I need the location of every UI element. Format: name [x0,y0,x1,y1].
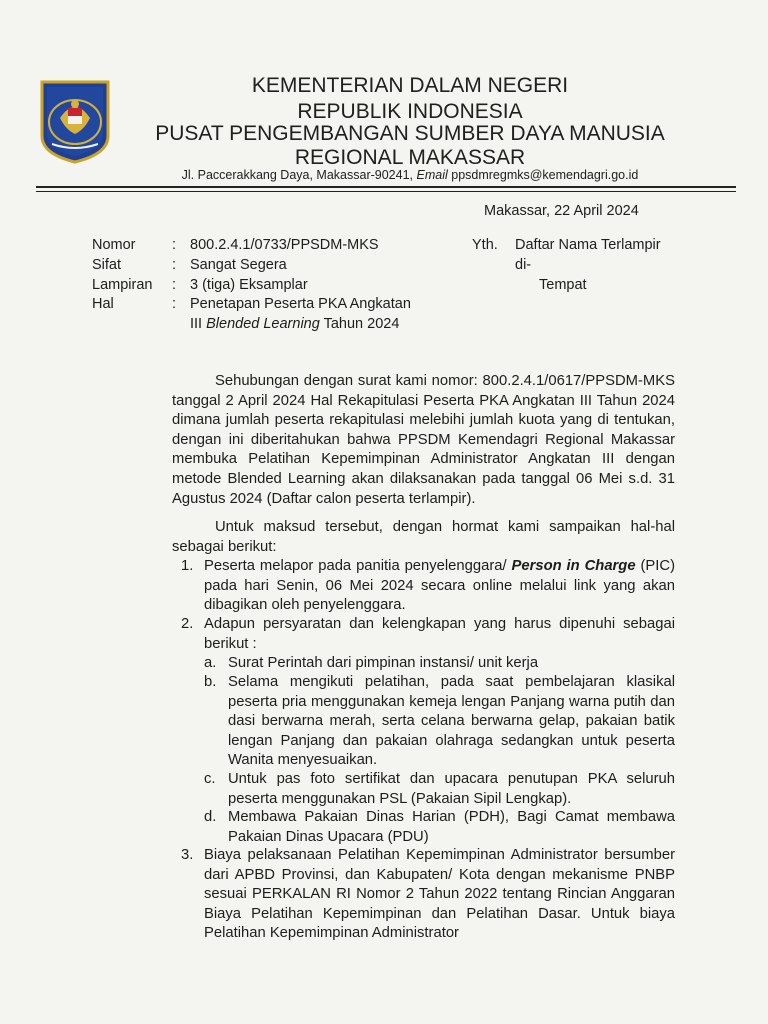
recipient-line1: Daftar Nama Terlampir [515,237,661,253]
subitem-letter: d. [204,809,217,825]
hal-suffix: Tahun 2024 [323,316,400,332]
subitem-c-text: Untuk pas foto sertifikat dan upacara penutupan PKA seluruh peserta menggunakan PSL (Pakaian Sipil Lengkap). [228,771,675,807]
letterhead-rule-thin [36,191,736,192]
lampiran-value: 3 (tiga) Eksamplar [190,277,308,293]
nomor-value: 800.2.4.1/0733/PPSDM-MKS [190,237,379,253]
ministry-name: KEMENTERIAN DALAM NEGERI [251,74,569,97]
item-1-post: (PIC) pada hari Senin, 06 Mei 2024 secara online melalui link yang akan dibagikan oleh penyelenggara. [204,558,675,614]
subitem-a-text: Surat Perintah dari pimpinan instansi/ unit kerja [228,655,539,671]
item-1-pre: Peserta melapor pada panitia penyelenggara/ [204,558,512,574]
hal-italic: Blended Learning [206,316,320,332]
nomor-label: Nomor [92,237,136,253]
subitem-letter: c. [204,771,216,787]
letterhead-address [130,168,690,182]
subitem-b-text: Selama mengikuti pelatihan, pada saat pembelajaran klasikal peserta pria menggunakan kemeja lengan Panjang warna putih dan dasi berwarna merah, serta celana berwarna gelap, pakaian batik lengan Panjang dan pakaian olahraga sedangkan untuk peserta Wanita menyesuaikan. [228,674,675,769]
item-3-text: Biaya pelaksanaan Pelatihan Kepemimpinan Administrator bersumber dari APBD Provinsi, dan Kabupaten/ Kota dengan mekanisme PNBP sesuai PERKALAN RI Nomor 2 Tahun 2022 tentang Rincian Anggaran Biaya Pelatihan Kepemimpinan dan Pelatihan Dasar. Untuk biaya Pelatihan Kepemimpinan Administrator [204,847,675,942]
colon: : [172,277,177,293]
item-number: 1. [181,558,194,574]
center-name: PUSAT PENGEMBANGAN SUMBER DAYA MANUSIA [155,122,665,145]
republic-name: REPUBLIK INDONESIA [297,100,523,123]
sifat-label: Sifat [92,257,122,273]
recipient-line2: di- [515,257,532,273]
item-1-emph: Person in Charge [511,558,636,574]
hal-prefix: III [190,316,203,332]
yth-label: Yth. [472,237,498,253]
email-label: Email [416,168,448,182]
colon: : [172,237,177,253]
letter-date: Makassar, 22 April 2024 [484,203,639,219]
hal-label: Hal [92,296,114,312]
paragraph-2: Untuk maksud tersebut, dengan hormat kami sampaikan hal-hal sebagai berikut: [172,519,675,555]
recipient-line3: Tempat [539,277,587,293]
lampiran-label: Lampiran [92,277,153,293]
hal-value-line1: Penetapan Peserta PKA Angkatan [190,296,411,312]
sifat-value: Sangat Segera [190,257,287,273]
colon: : [172,257,177,273]
letterhead-rule-thick [36,186,736,188]
item-number: 2. [181,616,194,632]
colon: : [172,296,177,312]
subitem-letter: a. [204,655,217,671]
item-1-text [204,557,675,616]
email-address: ppsdmregmks@kemendagri.go.id [451,168,639,182]
item-2-text: Adapun persyaratan dan kelengkapan yang harus dipenuhi sebagai berikut : [204,616,675,652]
garuda-emblem-icon [38,78,112,164]
subitem-letter: b. [204,674,217,690]
hal-value-line2 [190,315,399,335]
item-number: 3. [181,847,194,863]
regional-name: REGIONAL MAKASSAR [294,146,526,169]
subitem-d-text: Membawa Pakaian Dinas Harian (PDH), Bagi Camat membawa Pakaian Dinas Upacara (PDU) [228,809,675,845]
address-text: Jl. Paccerakkang Daya, Makassar-90241, [181,168,414,182]
paragraph-1: Sehubungan dengan surat kami nomor: 800.2.4.1/0617/PPSDM-MKS tanggal 2 April 2024 Hal Rekapitulasi Peserta PKA Angkatan III Tahun 2024 dimana jumlah peserta rekapitulasi melebihi jumlah kuota yang di tentukan, dengan ini diberitahukan bahwa PPSDM Kemendagri Regional Makassar membuka Pelatihan Kepemimpinan Administrator Angkatan III dengan metode Blended Learning akan dilaksanakan pada tanggal 06 Mei s.d. 31 Agustus 2024 (Daftar calon peserta terlampir). [172,373,675,507]
